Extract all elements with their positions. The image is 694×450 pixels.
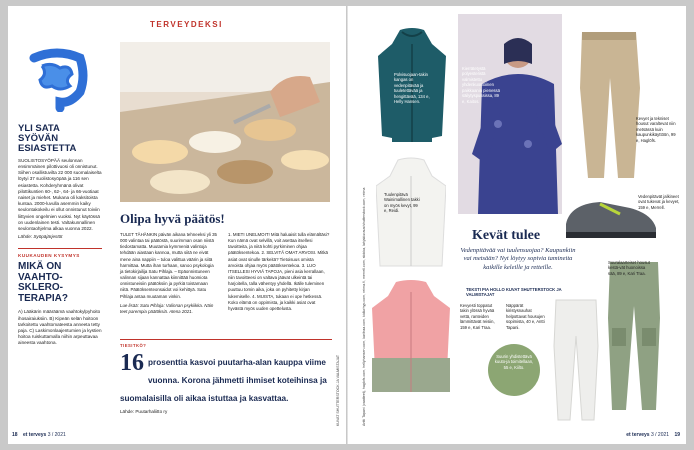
question-answers: A) Lääkärin määräämä vaahtokylpyhoito ihosairaiuksiin. B) Kipeän selän hoitoon tarkoitettu vaahtomateesta anneeta tetty paja. C) Laskimonlaajentumien ja kystien hoitoa ruiskuttamalla niihin arpeuttavaa aineesta vaahtona.	[18, 309, 102, 346]
kevat-title: Kevät tulee	[472, 228, 541, 243]
ice-cream-photo	[120, 42, 330, 202]
caption-pants: Kevyet ja tekniset housut varaltevat niin metsässä kuin kaupunkikäyttöön, 99 e, Haglöfs.	[636, 116, 676, 143]
green-pants-photo	[604, 258, 664, 418]
col1-body: SUOLISTOSYÖPÄÄ seulonnan ensimmäinen pilottivuosi oli onnistunut. Siihen osallistuvilta 22 000 suomalaiselta löytyi 37 suolistosyöpää ja 116 sen esiastetta. Kohderyhmänä olivat pilottikuntien 60-, 62-, 64- ja 66-vuotiaat naiset ja miehet. Mukana oli kaksitoista kuntaa. 2000-luvulla asemmin kaiky seulontakokeilu ei ollut onnistunut toiviin liittyvien ongelmien vuoksi. Nyt käytössä on uudenlainen testi. Valtakunnallinen seulontaohjelma alkaa vuonna 2022.	[18, 157, 102, 231]
caption-white-pants: Näppärät kiristysnauhat helpottavat housujen sopimista, 40 e, Antti Tapani.	[506, 303, 545, 330]
caption-woman: Kierrätetystä polyesteristä valmistettu yhdenkuontoinen paikkaanin pienessä säilytyspussissa, 89 e, Kaitos.	[462, 66, 500, 104]
white-pants-photo	[552, 296, 600, 426]
olipa-col1	[120, 232, 218, 315]
pink-jacket-photo	[370, 278, 452, 398]
stat-source: Lähde: Puutarhaliitto ry	[120, 409, 168, 414]
beige-pants-photo	[574, 28, 644, 188]
question-tag: KUUKAUDEN KYSYMYS	[18, 253, 80, 259]
caption-cargo: Suurin yhdistettävä kuuto-ja toimitellaan, 55 e, Kiilto.	[488, 344, 540, 396]
olipa-col1-text: TULET TÄHÄNKIN päivän aikana tehneeksi yli 35 000 valintaa tai päätöstä, suurimman osan niistä tiedostamatta. Muutamia kymmeniä valintoja tehdään aiastaan kannoa, mutta siitä ne eivät mene aina nappiin – tuloa valittua väärin ja siitä harmittaa. Mutta ihan turhaan, sanoo psykologia ja tietokirjailija Satu Pihlaja. – Epäonnistuneen valinnan sijaan kannattaa kiinnittää huomiota onnistuneisiin päätöksiin ja pyrkiä toistamaan niitä. Päätöksenteonsaidot voi kehittyä. Satu Pihlaja antaa muutaman vinkin.	[120, 232, 217, 299]
stat-number: 16	[120, 350, 144, 376]
caption-jacket: Polvisuojaan-takin kangas on vedenpitävää ja tuuletettävää ja hengittävää, 134 e, Helly Hansen.	[394, 72, 430, 105]
olipa-col1-source: Lue lisää: Satu Pihlaja: Valinnan psykiikka. Näin teet parempia päätöksiä. Atena 2021.	[120, 302, 214, 314]
folio-left-mag: et terveys	[22, 432, 47, 438]
caption-green-pants: Suuralaarteiset housut kestä-vät huonoissa sää, 89 e, Kari Traa.	[608, 260, 650, 276]
caption-pink: Kevyesti toppatut takin ylössä hyvää vettä, ranteiden lämmittävät reisiin, 159 e, Kari Traa.	[460, 303, 495, 330]
section-title: TERVEYDEKSI	[150, 20, 223, 29]
credits-vertical: Antti Tapani (vaatteet), haglofs.com, hellyhansen.com, karitraa.com, kidlurhyp.com, reima.fi, merrell.com, stokka, lahjakiuraus/shutterstock.com, reima	[362, 187, 366, 426]
folio-left-num: 18	[12, 432, 18, 438]
olipa-col2: 1. MIETI UNELMOIT! Mitä haluaisit tulla elämältäsi? Kun nämä ovat selvillä, voit asettaa itsellesi tavoitteita, ja niitä kohti pyrkiminen ohjaa päätöksentekoa. 2. SELVITÄ OMAT ARVOSI. Mitkä asiat ovat sinulle tärkeitä? Tietoisuus omista arvoista ohjaa myös päätöksentekoa. 3. LUO ITSELLESI HYVIÄ TAPOJA, pieni asia kerrallaan, niin tavoitteesi on valtava jäävat ulkeintä tai harjoitella, talla vähentyy yhdellä. Ikälle tuleminen puuttuu tomin aika, joka on pyhitetty kirjan lukemiselle. 4. MUISTA, tukaan ei ope hetkessä. Koko elämä on oppimista, ja kaikki asiat ovat hyvästä myös uuden opettelusta.	[228, 232, 330, 311]
kevat-lead: Vedenpitävää vai tuulensuojaa? Kaupunkiin vai metsään? Nyt löytyy sopivia tamineita kaikille keleille ja retteille.	[460, 247, 576, 271]
folio-right-issue: 3 / 2021	[650, 432, 670, 438]
question-title: MIKÄ ON VAAHTO-SKLERO-TERAPIA?	[18, 261, 68, 304]
stat-text: prosenttia kasvoi puutarha-alan kauppa viime vuonna. Korona jähmetti ihmiset koteihinsa ja suomalaisilla oli aikaa istuttaa ja kasvattaa.	[120, 358, 327, 403]
white-hoodie-photo	[376, 156, 446, 276]
woman-photo	[458, 14, 562, 214]
folio-right-mag: et terveys	[626, 432, 650, 438]
kevat-byline: TEKSTI PIA HOLLO KUVAT SHUTTERSTOCK JA VALMISTAJAT	[466, 287, 562, 298]
stat-tag: TIESITKÖ?	[120, 343, 147, 348]
photo-credit: KUVAT SHUTTERSTOCK JA VALMISTAJAT	[336, 354, 340, 426]
colorectal-news	[18, 124, 102, 346]
folio-left	[12, 432, 66, 438]
left-page	[8, 6, 346, 444]
col1-title: YLI SATA SYÖVÄN ESIASTETTA	[18, 123, 77, 154]
olipa-title: Olipa hyvä päätös!	[120, 211, 225, 226]
col1-source: Lähde: Syöpäjärjestöt	[18, 234, 63, 240]
folio-right	[626, 432, 680, 438]
right-page	[348, 6, 686, 444]
caption-hoodie: Tuulenpitävä Wainimallinen takki on myös kevyt, 99 e, Reidi.	[384, 192, 420, 214]
folio-right-num: 19	[674, 432, 680, 438]
stat-box	[120, 352, 332, 415]
caption-shoes: Vedenpitävät jalkineet ovat tukevat ja kevyet, 159 e, Merrell.	[638, 194, 680, 210]
folio-left-issue: 3 / 2021	[47, 432, 66, 438]
stat-divider	[120, 339, 332, 348]
intestine-icon	[24, 46, 90, 112]
